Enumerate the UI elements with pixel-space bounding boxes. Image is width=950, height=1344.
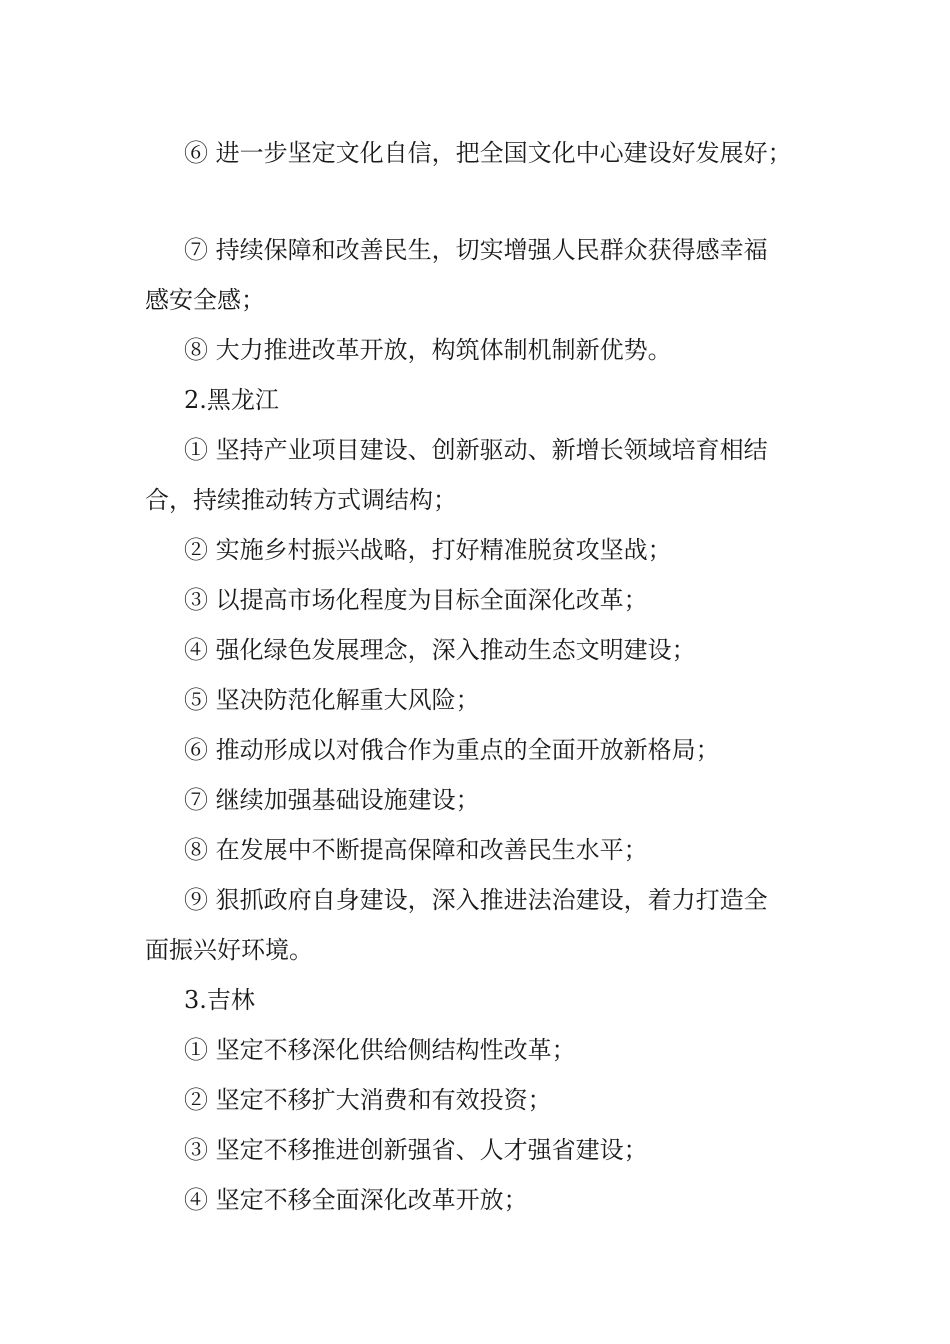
paragraph-line: ⑥ 推动形成以对俄合作为重点的全面开放新格局； [184,736,720,764]
paragraph-line: ① 坚持产业项目建设、创新驱动、新增长领域培育相结 [184,436,768,464]
paragraph-line: ⑥ 进一步坚定文化自信，把全国文化中心建设好发展好； [184,139,792,167]
paragraph-line: ② 实施乡村振兴战略，打好精准脱贫攻坚战； [184,536,672,564]
paragraph-line: 面振兴好环境。 [145,936,313,964]
paragraph-line: ④ 坚定不移全面深化改革开放； [184,1186,528,1214]
paragraph-line: ③ 坚定不移推进创新强省、人才强省建设； [184,1136,648,1164]
paragraph-line: ① 坚定不移深化供给侧结构性改革； [184,1036,576,1064]
paragraph-line: ③ 以提高市场化程度为目标全面深化改革； [184,586,648,614]
paragraph-line: ⑧ 大力推进改革开放，构筑体制机制新优势。 [184,336,672,364]
paragraph-line: ⑦ 继续加强基础设施建设； [184,786,480,814]
paragraph-line: ⑨ 狠抓政府自身建设，深入推进法治建设，着力打造全 [184,886,768,914]
paragraph-line: ⑤ 坚决防范化解重大风险； [184,686,480,714]
section-heading: 2.黑龙江 [184,386,279,414]
paragraph-line: ④ 强化绿色发展理念，深入推动生态文明建设； [184,636,696,664]
paragraph-line: ⑧ 在发展中不断提高保障和改善民生水平； [184,836,648,864]
paragraph-line: 感安全感； [145,286,265,314]
paragraph-line: ② 坚定不移扩大消费和有效投资； [184,1086,552,1114]
paragraph-line: 合，持续推动转方式调结构； [145,486,457,514]
paragraph-line: ⑦ 持续保障和改善民生，切实增强人民群众获得感幸福 [184,236,768,264]
section-heading: 3.吉林 [184,986,255,1014]
